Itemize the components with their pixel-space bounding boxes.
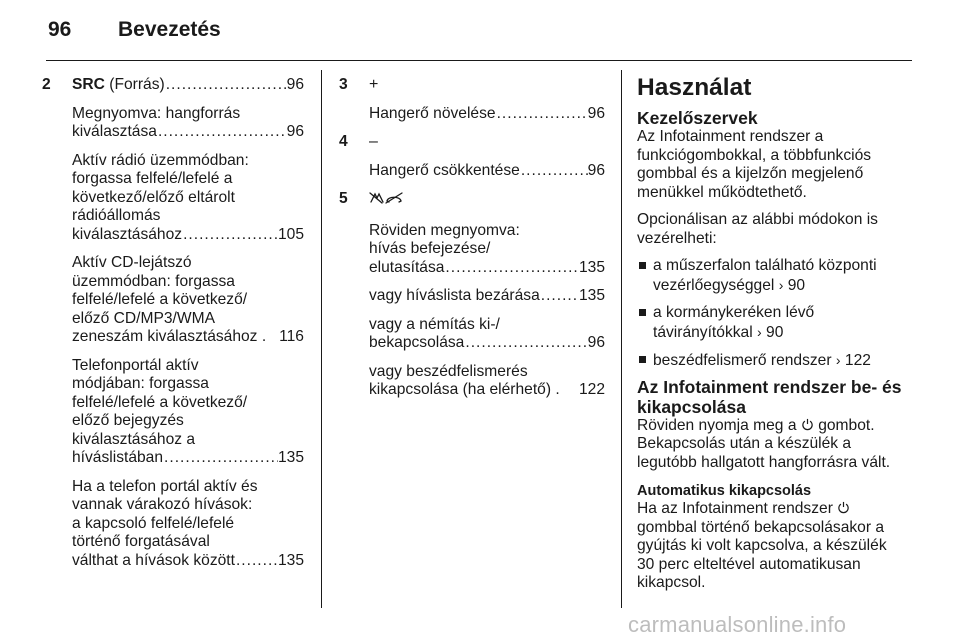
toc-line: válthat a hívások között ..... 135 xyxy=(72,552,304,571)
dot-leader xyxy=(520,162,588,181)
page-header xyxy=(48,18,221,50)
toc-line: kikapcsolása (ha elérhető) . 122 xyxy=(369,381,605,398)
page-ref: 116 xyxy=(279,328,304,345)
bullet-square-icon xyxy=(639,309,646,316)
header-divider xyxy=(46,60,912,61)
page-ref: 90 xyxy=(766,323,784,341)
entry-number: 3 xyxy=(339,76,348,93)
column-left xyxy=(42,76,304,570)
entry-paragraph: Aktív rádió üzemmódban: forgassa felfelé/lefelé a következő/előző eltárolt rádióállomás kiválasztásához ..... 105 xyxy=(72,152,304,245)
control-entry-3 xyxy=(339,76,605,123)
page-ref: 122 xyxy=(844,352,871,369)
bullet-item: a kormánykeréken lévő távirányítókkal › 90 xyxy=(637,304,907,342)
watermark: carmanualsonline.info xyxy=(628,612,847,637)
src-label-rest: (Forrás) xyxy=(104,76,165,93)
page-ref: 135 xyxy=(578,287,605,304)
bullet-square-icon xyxy=(639,262,646,269)
page-ref: 96 xyxy=(587,161,605,179)
entry-number: 4 xyxy=(339,133,348,150)
entry-paragraph: Telefonportál aktív módjában: forgassa felfelé/lefelé a következő/ előző bejegyzés kiválasztásához a híváslistában ..... 135 xyxy=(72,357,304,468)
toc-line: kiválasztása ..... 96 xyxy=(72,123,304,142)
dot-leader xyxy=(540,287,579,306)
entry-number: 2 xyxy=(42,76,51,93)
control-entry-2 xyxy=(42,76,304,570)
page-ref: 122 xyxy=(578,381,605,398)
toc-line: bekapcsolása ..... 96 xyxy=(369,334,605,353)
dot-leader xyxy=(165,76,287,95)
page-number: 96 xyxy=(48,18,72,41)
paragraph-intro: Az Infotainment rendszer a funkciógombokkal, a többfunkciós gombbal és a kijelzőn megjelenő menükkel működtethető. xyxy=(637,128,872,201)
src-label: SRC xyxy=(72,76,105,93)
paragraph-power-on: Röviden nyomja meg a gombot. Bekapcsolás után a készülék a legutóbb hallgatott hangforrásra vált. xyxy=(637,416,891,471)
reference-arrow-icon: › xyxy=(757,323,762,340)
page-ref: 135 xyxy=(578,258,605,276)
toc-line: híváslistában ..... 135 xyxy=(72,449,304,468)
dot-leader xyxy=(444,259,579,278)
minus-icon: – xyxy=(369,133,378,150)
bullet-square-icon xyxy=(639,356,646,363)
dot-leader xyxy=(235,552,278,571)
column-divider-left xyxy=(321,70,322,608)
reference-arrow-icon: › xyxy=(835,352,841,368)
subsection-heading-controls: Kezelőszervek xyxy=(637,108,758,128)
section-heading: Használat xyxy=(637,74,752,101)
page-ref: 135 xyxy=(277,449,304,466)
power-icon xyxy=(801,418,814,431)
page-ref: 96 xyxy=(587,104,605,122)
toc-line: Hangerő csökkentése ..... 96 xyxy=(369,162,605,181)
toc-line: Hangerő növelése ..... 96 xyxy=(369,105,605,124)
column-divider-right xyxy=(621,70,622,608)
dot-leader xyxy=(182,226,278,245)
page-ref: 135 xyxy=(277,551,304,569)
subsection-heading-auto-off: Automatikus kikapcsolás xyxy=(637,483,812,499)
dot-leader xyxy=(496,105,588,124)
entry-paragraph: Ha a telefon portál aktív és vannak várakozó hívások: a kapcsoló felfelé/lefelé történő forgatásával válthat a hívások között ..... 135 xyxy=(72,478,304,571)
plus-icon: + xyxy=(369,76,379,93)
toc-line: vagy híváslista bezárása ..... 135 xyxy=(369,287,605,306)
bullet-item: a műszerfalon található központi vezérlőegységgel › 90 xyxy=(637,257,907,295)
entry-number: 5 xyxy=(339,190,348,207)
page-ref: 96 xyxy=(286,123,304,140)
column-right xyxy=(637,76,907,593)
mute-hangup-icon xyxy=(369,190,405,206)
toc-line: elutasítása ..... 135 xyxy=(369,259,605,278)
paragraph-auto-off: Ha az Infotainment rendszer gombbal történő bekapcsolásakor a gyújtás ki volt kapcsolva, a készülék 30 perc elteltével automatikusan kikapcsol. xyxy=(637,500,887,591)
entry-paragraph: Aktív CD-lejátszó üzemmódban: forgassa felfelé/lefelé a következő/ előző CD/MP3/WMA zeneszám kiválasztásához . 116 xyxy=(72,254,304,345)
toc-line: zeneszám kiválasztásához . 116 xyxy=(72,328,304,345)
toc-line: kiválasztásához ..... 105 xyxy=(72,226,304,245)
entry-paragraph xyxy=(72,76,304,95)
column-middle xyxy=(339,76,605,400)
bullet-item: beszédfelismerő rendszer › 122 xyxy=(637,351,907,371)
entry-paragraph: Megnyomva: hangforrás kiválasztása ..... 96 xyxy=(72,105,304,142)
page-ref: 96 xyxy=(587,334,605,351)
page-ref: 96 xyxy=(286,76,304,93)
page-title: Bevezetés xyxy=(118,18,221,41)
dot-leader xyxy=(157,123,287,142)
dot-leader xyxy=(163,449,278,468)
power-icon xyxy=(837,501,850,514)
dot-leader xyxy=(464,334,587,353)
page-ref: 90 xyxy=(787,276,806,294)
paragraph-options: Opcionálisan az alábbi módokon is vezérelheti: xyxy=(637,211,878,247)
reference-arrow-icon: › xyxy=(778,276,784,293)
subsection-heading-power: Az Infotainment rendszer be- és kikapcsolása xyxy=(637,376,902,417)
page-ref: 105 xyxy=(277,225,304,243)
control-entry-4 xyxy=(339,133,605,180)
toc-line xyxy=(72,76,304,95)
control-entry-5: 5 Röviden megnyomva: hívás befejezése/ elutasítása ..... 135 vagy híváslista bezárása ..... 135 vagy a némítás ki-/ bekapcsolása ..... 96 vagy beszédfelismerés kikapcsolása (ha elérhető) . 122 xyxy=(339,190,605,400)
